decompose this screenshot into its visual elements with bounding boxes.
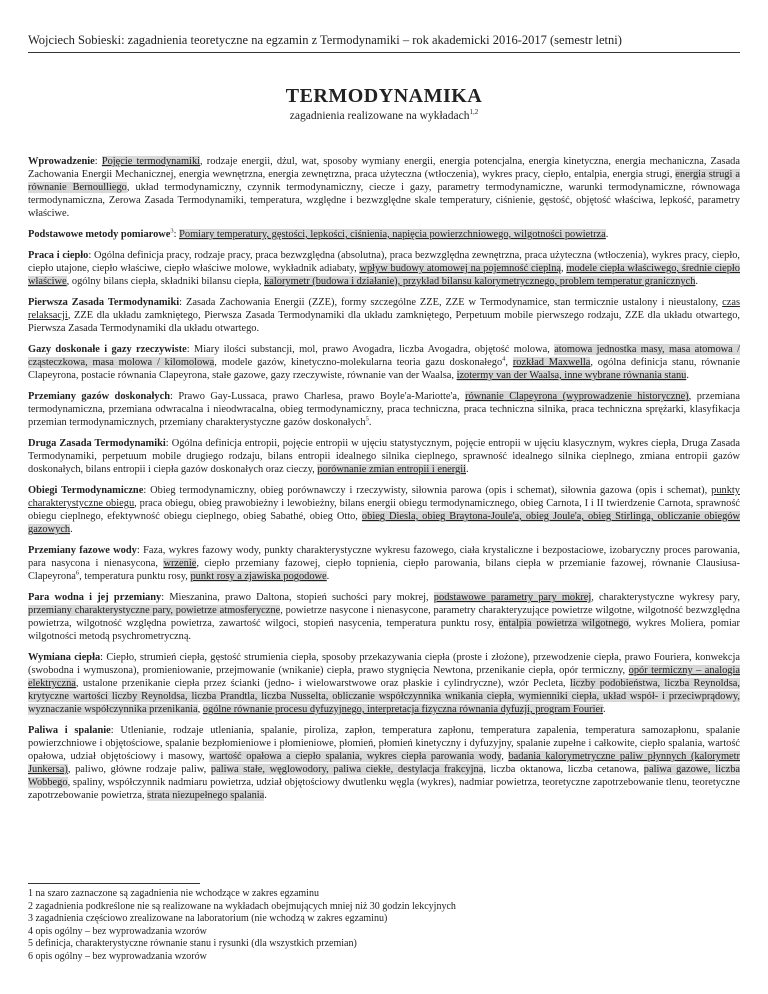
topic-text: , spaliny, współczynnik nadmiaru powietrza, udział objętościowy dwutlenku węgla (wykres), nadmiar powietrza, teoretyczne zapotrzebowanie tlenu, teoretyczne zapotrzebowanie powietrza, [28,777,740,801]
excluded-underlined-topic: izotermy van der Waalsa, inne wybrane równania stanu [456,370,687,381]
topic-text: : Prawo Gay-Lussaca, prawo Charlesa, prawo Boyle'a-Mariotte'a, [169,391,466,402]
excluded-topic: paliwa stałe, węglowodory, paliwa ciekłe, destylacja frakcyjna [210,764,484,775]
excluded-topic: wartość opałowa a ciepło spalania, wykres ciepła parowania wody [209,751,502,762]
topic-text: , [197,704,203,715]
topic-section [28,544,740,583]
footnotes [28,888,740,964]
topic-text: . [466,464,469,475]
document-title: TERMODYNAMIKA [285,85,483,107]
topic-text: , liczba oktanowa, liczba cetanowa, [483,764,644,775]
footnote: 4 opis ogólny – bez wyprowadzania wzorów [28,925,207,937]
topic-text: , ogólny bilans ciepła, składniki bilansu ciepła, [66,276,265,287]
topic-section [28,343,740,382]
topics-list [28,155,740,810]
excluded-underlined-topic: porównanie zmian entropii i energii [317,464,467,475]
subtitle-footnote-refs: 1,2 [469,108,479,116]
topic-text: . [264,790,267,801]
topic-text: . [686,370,689,381]
excluded-topic: energia strugi a równanie Bernoulliego [28,169,740,193]
excluded-underlined-topic: opór termiczny – analogia elektryczna [28,665,740,689]
section-heading: Przemiany gazów doskonałych [28,391,170,402]
topic-section [28,228,740,241]
section-heading: Paliwa i spalanie [28,725,111,736]
topic-text: , ustalone przenikanie ciepła przez ścianki (jedno- i wielowarstwowe oraz płaskie i cylindryczne), wzór Pecleta, [75,678,570,689]
excluded-underlined-topic: punkt rosy a zjawiska pogodowe [190,571,327,582]
topic-section [28,249,740,288]
topic-text: , [561,263,567,274]
topic-text: , ogólna definicja stanu, równanie Clapeyrona, postacie równania Clapeyrona, stałe gazowe, gazy rzeczywiste, równanie van der Waalsa, [28,357,740,381]
topic-text: : Miary ilości substancji, mol, prawo Avogadra, liczba Avogadra, objętość molowa, [186,344,555,355]
footnote-ref: 4 [502,355,506,363]
topic-text: . [368,417,372,428]
excluded-topic: przemiany charakterystyczne pary, powietrze atmosferyczne [28,605,281,616]
topic-text: : [173,229,180,240]
section-heading: Przemiany fazowe wody [28,545,137,556]
underlined-topic: punkty charakterystyczne obiegu [28,485,740,509]
page-header: Wojciech Sobieski: zagadnienia teoretyczne na egzamin z Termodynamiki – rok akademicki 2016-2017 (semestr letni) [28,32,740,53]
topic-text: , wykres Moliera, pomiar wilgotności metodą psychrometryczną. [28,618,740,642]
section-heading: Pierwsza Zasada Termodynamiki [28,297,180,308]
underlined-topic: czas relaksacji [28,297,741,321]
footnote: 3 zagadnienia częściowo zrealizowane na laboratorium (nie wchodzą w zakres egzaminu) [28,913,388,925]
topic-section [28,591,740,643]
topic-text: : Ogólna definicja pracy, rodzaje pracy, praca bezwzględna (absolutna), praca bezwzględna zewnętrzna, praca użyteczna (wtłoczenia), wykres pracy, ciepło, ciepło utajone, ciepło właściwe, ciepło właściwe molowe, wykładnik adiabaty, [28,250,740,274]
topic-text: , temperatura punktu rosy, [79,571,191,582]
topic-text: , ciepło przemiany fazowej, ciepło topnienia, ciepło parowania, bilans ciepła w przemianie fazowej, równanie Clausiusa-Clapeyrona [28,558,740,582]
excluded-topic: entalpia powietrza wilgotnego [498,618,629,629]
topic-text: : Zasada Zachowania Energii (ZZE), formy szczególne ZZE, ZZE w Termodynamice, stan termicznie ustalony i nieustalony, [179,297,723,308]
section-heading: Podstawowe metody pomiarowe [28,229,171,240]
excluded-topic: paliwa gazowe, liczba Wobbego [28,764,741,788]
topic-text: , modele gazów, kinetyczno-molekularna teoria gazu doskonałego [214,357,503,368]
topic-section [28,484,740,536]
excluded-underlined-topic: wrzenie [163,558,197,569]
topic-text: , [501,751,509,762]
topic-text: , ZZE dla układu zamkniętego, Pierwsza Zasada Termodynamiki dla układu zamkniętego, Perpetuum mobile pierwszego rodzaju, ZZE dla układu otwartego, Pierwsza Zasada Termodynamiki dla układu otwartego. [28,310,740,334]
excluded-topic: strata niezupełnego spalania [147,790,265,801]
excluded-underlined-topic: Pomiary temperatury, gęstości, lepkości, ciśnienia, napięcia powierzchniowego, wilgotności powietrza [179,229,606,240]
excluded-underlined-topic: równanie Clapeyrona (wyprowadzenie historyczne) [465,391,689,402]
topic-text: . [326,571,330,582]
section-heading: Para wodna i jej przemiany [28,592,162,603]
topic-text: , paliwo, główne rodzaje paliw, [67,764,211,775]
topic-text: , charakterystyczne wykresy pary, [591,592,740,603]
footnote: 2 zagadnienia podkreślone nie są realizowane na wykładach obejmujących mniej niż 30 godzin lekcyjnych [28,900,456,912]
excluded-underlined-topic: wpływ budowy atomowej na pojemność cieplną [359,263,561,274]
topic-text: , powietrze nasycone i nienasycone, parametry charakteryzujące powietrze wilgotne, wilgotność bezwzględna powietrza, wilgotność względna powietrza, zawartość wilgoci, stopień nasycenia, temperatura punktu rosy, [28,605,741,629]
excluded-underlined-topic: ogólne równanie procesu dyfuzyjnego, interpretacja fizyczna równania dyfuzji, program Fourier [202,704,604,715]
excluded-underlined-topic: obieg Diesla, obieg Braytona-Joule'a, obieg Joule'a, obieg Stirlinga, obliczanie obiegów gazowych [28,511,740,535]
section-heading: Praca i ciepło [28,250,89,261]
footnote-separator [28,883,200,884]
footnote: 6 opis ogólny – bez wyprowadzania wzorów [28,950,207,962]
topic-text: , układ termodynamiczny, czynnik termodynamiczny, ciecze i gazy, parametry termodynamiczne, warunki termodynamiczne, równowaga termodynamiczna, Zerowa Zasada Termodynamiki, temperatura, względne i bezwzględne skale temperatury, ciśnienie, gęstość, objętość właściwa, lepkość, parametry właściwe. [28,182,740,219]
topic-section [28,296,740,335]
section-heading: Obiegi Termodynamiczne [28,485,144,496]
excluded-topic: liczby podobieństwa, liczba Reynoldsa, krytyczne wartości liczby Reynoldsa, liczba Prandtla, liczba Nusselta, obliczanie współczynnika wnikania ciepła, wymienniki ciepła, układ współ- i przeciwprądowy, wyznaczanie współczynnika przenikania [28,678,740,715]
excluded-underlined-topic: badania kalorymetryczne paliw płynnych (kalorymetr Junkersa) [28,751,741,775]
topic-text: : Ogólna definicja entropii, pojęcie entropii w ujęciu statystycznym, pojęcie entropii w ujęciu klasycznym, wykres ciepła, Druga Zasada Termodynamiki, perpetuum mobile drugiego rodzaju, bilans entropii idealnego silnika cieplnego, sprawność idealnego silnika cieplnego, zmiana entropii gazów doskonałych, bilans entropii i ciepła gazów doskonałych oraz cieczy, [28,438,740,475]
subtitle-text: zagadnienia realizowane na wykładach [289,109,470,122]
footnote-ref: 3 [170,227,174,235]
topic-section [28,724,740,802]
topic-text: . [603,704,606,715]
topic-text: . [695,276,699,287]
topic-text: . [605,229,609,240]
section-heading: Druga Zasada Termodynamiki [28,438,166,449]
excluded-underlined-topic: kalorymetr (budowa i działanie), przykład bilansu kalorymetrycznego, problem temperatur granicznych [264,276,696,287]
topic-text: : Faza, wykres fazowy wody, punkty charakterystyczne wykresu fazowego, ciała krystaliczne i bezpostaciowe, izobaryczny proces parowania, para nasycona i nienasycona, [28,545,740,569]
footnote: 5 definicja, charakterystyczne równanie stanu i rysunki (dla wszystkich przemian) [28,938,357,950]
topic-section [28,155,740,220]
topic-text: . [70,524,73,535]
topic-text: : [94,156,102,167]
footnote-ref: 6 [75,569,80,577]
topic-text: , praca obiegu, obieg prawobieżny i lewobieżny, bilans energii obiegu termodynamicznego, obieg Carnota, I i II twierdzenie Carnota, sprawność obiegu cieplnego, efektywność obiegu cieplnego, obieg Sabathé, obieg Otto, [28,498,741,522]
section-heading: Gazy doskonałe i gazy rzeczywiste [28,344,187,355]
topic-section [28,437,740,476]
document-subtitle [0,108,768,122]
excluded-underlined-topic: modele ciepła właściwego, średnie ciepło właściwe [28,263,740,287]
section-heading: Wymiana ciepła [28,652,101,663]
topic-text: : Ciepło, strumień ciepła, gęstość strumienia ciepła, sposoby przekazywania ciepła (proste i złożone), przewodzenie ciepła, prawo Fouriera, konwekcja (swobodna i wymuszona), promieniowanie, przejmowanie (wnikanie) ciepła, prawo stygnięcia Newtona, przenikanie ciepła, opór termiczny, [28,652,740,676]
topic-text: : Utlenianie, rodzaje utleniania, spalanie, piroliza, zapłon, temperatura zapłonu, temperatura zapalenia, temperatura samozapłonu, spalanie powierzchniowe i objętościowe, spalanie bezpłomieniowe i płomieniowe, płomień, płomień kinetyczny i dyfuzyjny, spalanie zupełne i całkowite, ciepło spalania, wartość opałowa, udział objętościowy i masowy, [28,725,741,762]
topic-section [28,651,740,716]
topic-text: , [505,357,513,368]
footnote: 1 na szaro zaznaczone są zagadnienia nie wchodzące w zakres egzaminu [28,888,319,899]
topic-text: : Obieg termodynamiczny, obieg porównawczy i rzeczywisty, siłownia parowa (opis i schemat), siłownia gazowa (opis i schemat), [143,485,712,496]
topic-section [28,390,740,429]
topic-text: , rodzaje energii, dżul, wat, sposoby wymiany energii, energia potencjalna, energia kinetyczna, energia mechaniczna, Zasada Zachowania Energii Mechanicznej, energia wewnętrzna, energia zewnętrzna, praca użyteczna (wtłoczenia), wykres pracy, ciepło, entalpia, energia strugi, [28,156,740,180]
section-heading: Wprowadzenie [28,156,95,167]
excluded-underlined-topic: rozkład Maxwella [512,357,591,368]
excluded-underlined-topic: podstawowe parametry pary mokrej [433,592,592,603]
topic-text: : Mieszanina, prawo Daltona, stopień suchości pary mokrej, [161,592,434,603]
footnote-ref: 5 [365,415,369,423]
excluded-topic: atomowa jednostka masy, masa atomowa / cząsteczkowa, masa molowa / kilomolowa [28,344,740,368]
excluded-underlined-topic: Pojęcie termodynamiki [101,156,201,167]
topic-text: , przemiana termodynamiczna, przemiana odwracalna i nieodwracalna, obieg termodynamiczny, praca techniczna, praca techniczna silnika, praca techniczna sprężarki, klasyfikacja przemian termodynamicznych, przemiany charakterystyczne gazów doskonałych [28,391,740,428]
